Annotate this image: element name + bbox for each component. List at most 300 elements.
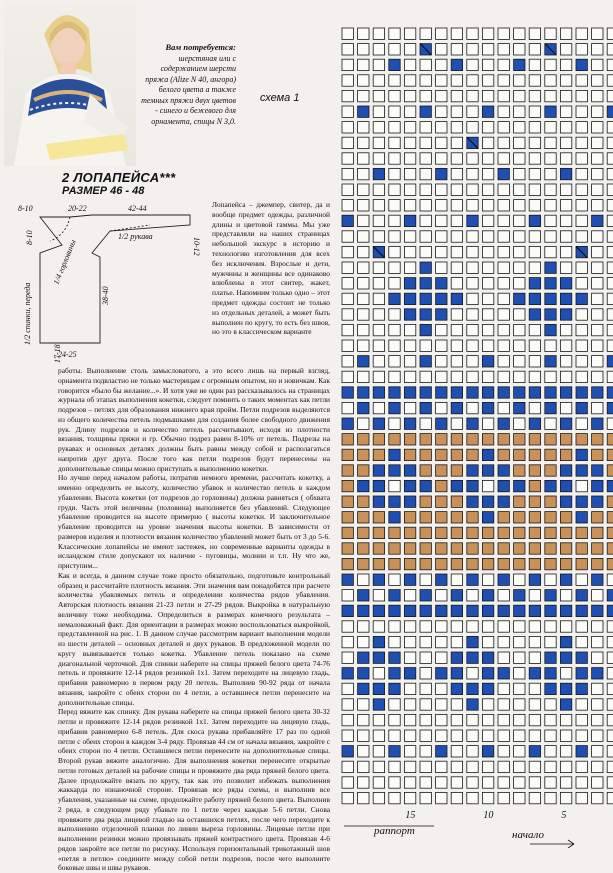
chart-cell xyxy=(436,324,447,335)
chart-cell xyxy=(467,714,478,725)
chart-cell xyxy=(576,153,587,164)
chart-cell xyxy=(451,122,462,133)
chart-cell xyxy=(576,699,587,710)
chart-cell xyxy=(607,106,613,117)
chart-cell xyxy=(420,465,431,476)
chart-cell xyxy=(607,527,613,538)
chart-cell xyxy=(482,371,493,382)
chart-cell xyxy=(529,605,540,616)
chart-cell xyxy=(607,574,613,585)
chart-cell xyxy=(467,59,478,70)
chart-cell xyxy=(560,527,571,538)
chart-cell xyxy=(389,168,400,179)
chart-cell xyxy=(607,683,613,694)
chart-cell xyxy=(451,636,462,647)
chart-cell xyxy=(514,480,525,491)
chart-cell xyxy=(373,28,384,39)
chart-cell xyxy=(576,200,587,211)
chart-cell xyxy=(482,309,493,320)
chart-cell xyxy=(404,792,415,803)
chart-cell xyxy=(420,59,431,70)
chart-cell xyxy=(358,215,369,226)
chart-cell xyxy=(498,59,509,70)
chart-cell xyxy=(560,512,571,523)
chart-cell xyxy=(342,636,353,647)
chart-cell xyxy=(451,278,462,289)
chart-cell xyxy=(592,683,603,694)
chart-cell xyxy=(389,512,400,523)
chart-cell xyxy=(373,340,384,351)
chart-cell xyxy=(592,777,603,788)
chart-cell xyxy=(482,527,493,538)
chart-cell xyxy=(467,90,478,101)
chart-cell xyxy=(467,262,478,273)
chart-cell xyxy=(592,231,603,242)
chart-cell xyxy=(482,75,493,86)
pattern-label: 1/2 рукава xyxy=(118,232,153,241)
chart-cell xyxy=(358,746,369,757)
chart-cell xyxy=(545,465,556,476)
chart-cell xyxy=(451,168,462,179)
chart-cell xyxy=(467,106,478,117)
chart-cell xyxy=(389,777,400,788)
chart-cell xyxy=(436,714,447,725)
chart-cell xyxy=(358,683,369,694)
chart-cell xyxy=(482,44,493,55)
chart-cell xyxy=(529,387,540,398)
chart-cell xyxy=(592,418,603,429)
chart-cell xyxy=(607,777,613,788)
chart-cell xyxy=(467,730,478,741)
pattern-label: 17-18 xyxy=(53,344,62,363)
chart-cell xyxy=(389,449,400,460)
chart-cell xyxy=(482,418,493,429)
chart-cell xyxy=(529,293,540,304)
chart-cell xyxy=(389,324,400,335)
chart-cell xyxy=(560,387,571,398)
chart-cell xyxy=(373,309,384,320)
chart-cell xyxy=(404,527,415,538)
chart-cell xyxy=(342,262,353,273)
chart-cell xyxy=(560,480,571,491)
column-ticks xyxy=(405,810,613,821)
chart-cell xyxy=(545,527,556,538)
chart-cell xyxy=(420,106,431,117)
chart-cell xyxy=(389,340,400,351)
chart-cell xyxy=(482,184,493,195)
chart-cell xyxy=(529,59,540,70)
chart-cell xyxy=(482,153,493,164)
chart-cell xyxy=(560,792,571,803)
chart-cell xyxy=(545,168,556,179)
chart-cell xyxy=(389,480,400,491)
chart-cell xyxy=(576,231,587,242)
chart-cell xyxy=(498,683,509,694)
start-label: начало xyxy=(512,829,544,841)
chart-cell xyxy=(342,293,353,304)
chart-cell xyxy=(576,356,587,367)
pattern-label: 1/2 спинки, переда xyxy=(23,282,32,345)
chart-cell xyxy=(420,621,431,632)
chart-cell xyxy=(592,668,603,679)
chart-cell xyxy=(545,777,556,788)
chart-cell xyxy=(529,309,540,320)
chart-cell xyxy=(529,200,540,211)
chart-cell xyxy=(467,356,478,367)
materials-note xyxy=(138,42,236,127)
chart-cell xyxy=(607,668,613,679)
chart-cell xyxy=(358,356,369,367)
pattern-label: 24-25 xyxy=(58,350,77,359)
chart-cell xyxy=(607,309,613,320)
chart-cell xyxy=(404,153,415,164)
chart-cell xyxy=(576,668,587,679)
chart-cell xyxy=(373,59,384,70)
chart-cell xyxy=(576,309,587,320)
chart-cell xyxy=(467,44,478,55)
chart-cell xyxy=(607,75,613,86)
chart-cell xyxy=(436,730,447,741)
chart-cell xyxy=(560,340,571,351)
chart-cell xyxy=(451,44,462,55)
chart-cell xyxy=(451,356,462,367)
chart-cell xyxy=(373,496,384,507)
pattern-label: 8-10 xyxy=(25,230,34,245)
chart-cell xyxy=(420,168,431,179)
chart-cell xyxy=(436,574,447,585)
chart-cell xyxy=(576,293,587,304)
chart-cell xyxy=(373,683,384,694)
chart-cell xyxy=(451,340,462,351)
chart-cell xyxy=(529,652,540,663)
chart-cell xyxy=(514,278,525,289)
chart-cell xyxy=(420,449,431,460)
chart-cell xyxy=(373,324,384,335)
chart-cell xyxy=(560,168,571,179)
chart-cell xyxy=(545,449,556,460)
chart-cell xyxy=(576,621,587,632)
chart-cell xyxy=(436,387,447,398)
chart-cell xyxy=(607,215,613,226)
chart-cell xyxy=(592,558,603,569)
chart-cell xyxy=(358,792,369,803)
chart-cell xyxy=(498,371,509,382)
chart-cell xyxy=(373,714,384,725)
chart-cell xyxy=(436,449,447,460)
chart-cell xyxy=(498,636,509,647)
chart-cell xyxy=(404,231,415,242)
chart-cell xyxy=(451,746,462,757)
chart-cell xyxy=(451,605,462,616)
chart-cell xyxy=(404,761,415,772)
chart-cell xyxy=(342,699,353,710)
chart-cell xyxy=(576,683,587,694)
chart-cell xyxy=(607,137,613,148)
chart-cell xyxy=(373,356,384,367)
chart-cell xyxy=(451,59,462,70)
chart-cell xyxy=(420,434,431,445)
chart-cell xyxy=(420,387,431,398)
chart-cell xyxy=(560,278,571,289)
chart-cell xyxy=(389,418,400,429)
chart-cell xyxy=(451,184,462,195)
chart-cell xyxy=(451,590,462,601)
chart-cell xyxy=(404,340,415,351)
chart-cell xyxy=(451,402,462,413)
chart-cell xyxy=(607,761,613,772)
chart-cell xyxy=(482,699,493,710)
chart-cell xyxy=(436,761,447,772)
chart-cell xyxy=(358,512,369,523)
chart-cell xyxy=(404,449,415,460)
chart-cell xyxy=(404,59,415,70)
chart-cell xyxy=(342,512,353,523)
chart-cell xyxy=(514,714,525,725)
chart-cell xyxy=(560,324,571,335)
chart-cell xyxy=(358,28,369,39)
chart-cell xyxy=(373,371,384,382)
chart-cell xyxy=(358,527,369,538)
chart-cell xyxy=(498,480,509,491)
chart-cell xyxy=(576,792,587,803)
start-arrow xyxy=(530,840,574,848)
chart-cell xyxy=(592,792,603,803)
chart-cell xyxy=(560,356,571,367)
chart-cell xyxy=(529,699,540,710)
chart-cell xyxy=(514,309,525,320)
chart-cell xyxy=(342,168,353,179)
rapport-label: раппорт xyxy=(374,825,415,837)
chart-cell xyxy=(514,527,525,538)
chart-cell xyxy=(514,543,525,554)
chart-cell xyxy=(389,730,400,741)
chart-cell xyxy=(592,28,603,39)
chart-cell xyxy=(467,293,478,304)
chart-cell xyxy=(342,387,353,398)
chart-cell xyxy=(467,246,478,257)
chart-cell xyxy=(514,356,525,367)
chart-cell xyxy=(467,480,478,491)
chart-cell xyxy=(514,434,525,445)
chart-cell xyxy=(389,215,400,226)
chart-cell xyxy=(529,340,540,351)
chart-cell xyxy=(373,168,384,179)
chart-cell xyxy=(545,730,556,741)
chart-cell xyxy=(451,527,462,538)
chart-cell xyxy=(373,558,384,569)
chart-cell xyxy=(389,465,400,476)
chart-cell xyxy=(545,122,556,133)
chart-cell xyxy=(560,746,571,757)
chart-cell xyxy=(358,543,369,554)
chart-cell xyxy=(451,262,462,273)
chart-cell xyxy=(560,496,571,507)
chart-cell xyxy=(576,714,587,725)
chart-cell xyxy=(436,340,447,351)
chart-cell xyxy=(514,28,525,39)
chart-cell xyxy=(389,746,400,757)
chart-cell xyxy=(420,543,431,554)
pattern-label: 10-12 xyxy=(192,237,201,256)
chart-cell xyxy=(373,75,384,86)
chart-cell xyxy=(592,449,603,460)
chart-cell xyxy=(607,792,613,803)
chart-cell xyxy=(607,480,613,491)
chart-cell xyxy=(389,137,400,148)
chart-cell xyxy=(514,652,525,663)
chart-cell xyxy=(389,387,400,398)
chart-cell xyxy=(576,480,587,491)
chart-cell xyxy=(342,465,353,476)
chart-cell xyxy=(514,184,525,195)
chart-cell xyxy=(498,574,509,585)
chart-cell xyxy=(514,75,525,86)
chart-cell xyxy=(498,777,509,788)
chart-cell xyxy=(560,106,571,117)
chart-cell xyxy=(482,636,493,647)
chart-cell xyxy=(467,683,478,694)
pattern-label: 38-40 xyxy=(101,286,110,305)
chart-cell xyxy=(607,496,613,507)
chart-cell xyxy=(560,28,571,39)
chart-cell xyxy=(592,590,603,601)
chart-cell xyxy=(420,558,431,569)
chart-cell xyxy=(545,761,556,772)
chart-cell xyxy=(436,153,447,164)
chart-cell xyxy=(420,371,431,382)
chart-cell xyxy=(451,434,462,445)
chart-cell xyxy=(576,106,587,117)
chart-cell xyxy=(451,387,462,398)
chart-cell xyxy=(420,605,431,616)
materials-heading: Вам потребуется: xyxy=(165,42,236,52)
chart-cell xyxy=(404,574,415,585)
chart-cell xyxy=(514,683,525,694)
chart-cell xyxy=(482,590,493,601)
chart-cell xyxy=(592,527,603,538)
chart-cell xyxy=(436,262,447,273)
chart-cell xyxy=(436,278,447,289)
chart-cell xyxy=(560,44,571,55)
chart-cell xyxy=(420,746,431,757)
chart-cell xyxy=(592,200,603,211)
chart-cell xyxy=(592,699,603,710)
chart-cell xyxy=(482,324,493,335)
chart-cell xyxy=(607,356,613,367)
chart-cell xyxy=(436,402,447,413)
chart-cell xyxy=(529,75,540,86)
chart-cell xyxy=(389,262,400,273)
chart-cell xyxy=(420,418,431,429)
chart-cell xyxy=(592,278,603,289)
chart-cell xyxy=(373,434,384,445)
body-paragraph: Перед вяжите как спинку. Для рукава наберите на спицы пряжей белого цвета 30-32 петли и провяжите 12-14 рядов резинкой 1х1. Затем переходите на лицевую гладь, прибавив равномерно 6-8 петель. Для скоса рукава прибавляйте 17 раз по одной петле с обеих сторон в каждом 3-4 ряду. Провязав 44 см от начала вязания, закройте с обеих сторон по 4 петли. Оставшиеся петли перенесите на дополнительные спицы. Второй рукав вяжите аналогично. Для выполнения кокетки перенесите открытые петли готовых деталей на рабочие спицы и провяжите два ряда пряжей белого цвета. Далее продолжайте вязать по кругу, так как это позволит избежать выполнения жаккарда по изнаночной стороне. Провязав все ряды схемы, и выполнив все убавления, указанные на схеме, продолжайте работу пряжей белого цвета. Выполнив 2 ряда, в следующем ряду убавьте по 1 петле через каждые 5-6 петли. Снова провяжите два ряда лицевой гладью на оставшихся петлях, после чего переходите к выполнению отделочной планки по линии выреза горловины. Лицевые петли при выполнении резинки можно провязывать пряжей контрастного цвета. Провязав 4-6 рядов закройте все петли по рисунку. Используя горизонтальный трикотажный шов «петля в петлю» соедините между собой петли подрезов, после чего выполните боковые швы и швы рукавов. xyxy=(58,707,330,873)
chart-cell xyxy=(498,652,509,663)
chart-cell xyxy=(498,262,509,273)
chart-cell xyxy=(389,792,400,803)
chart-cell xyxy=(358,106,369,117)
chart-cell xyxy=(576,574,587,585)
chart-cell xyxy=(592,434,603,445)
chart-cell xyxy=(342,480,353,491)
chart-cell xyxy=(373,137,384,148)
chart-cell xyxy=(482,340,493,351)
chart-cell xyxy=(545,496,556,507)
chart-cell xyxy=(467,402,478,413)
chart-cell xyxy=(358,496,369,507)
chart-cell xyxy=(342,122,353,133)
chart-cell xyxy=(389,496,400,507)
chart-cell xyxy=(467,543,478,554)
chart-cell xyxy=(576,465,587,476)
chart-cell xyxy=(576,746,587,757)
chart-cell xyxy=(404,496,415,507)
chart-cell xyxy=(514,215,525,226)
chart-cell xyxy=(592,90,603,101)
chart-cell xyxy=(545,668,556,679)
chart-cell xyxy=(342,324,353,335)
chart-cell xyxy=(358,371,369,382)
chart-cell xyxy=(436,137,447,148)
chart-cell xyxy=(498,714,509,725)
chart-cell xyxy=(451,761,462,772)
chart-cell xyxy=(607,543,613,554)
chart-cell xyxy=(545,59,556,70)
chart-cell xyxy=(514,746,525,757)
chart-cell xyxy=(404,44,415,55)
chart-cell xyxy=(451,153,462,164)
chart-cell xyxy=(607,402,613,413)
chart-cell xyxy=(436,496,447,507)
chart-cell xyxy=(545,480,556,491)
chart-cell xyxy=(560,402,571,413)
chart-cell xyxy=(404,480,415,491)
chart-cell xyxy=(389,106,400,117)
chart-cell xyxy=(545,278,556,289)
chart-cell xyxy=(358,434,369,445)
chart-cell xyxy=(592,59,603,70)
chart-cell xyxy=(358,714,369,725)
chart-cell xyxy=(404,418,415,429)
chart-cell xyxy=(482,714,493,725)
chart-cell xyxy=(560,621,571,632)
chart-cell xyxy=(592,387,603,398)
chart-cell xyxy=(358,558,369,569)
chart-cell xyxy=(482,480,493,491)
chart-cell xyxy=(404,590,415,601)
chart-cell xyxy=(576,449,587,460)
chart-cell xyxy=(451,200,462,211)
chart-cell xyxy=(373,543,384,554)
chart-cell xyxy=(529,761,540,772)
chart-cell xyxy=(358,231,369,242)
chart-cell xyxy=(545,309,556,320)
chart-cell xyxy=(514,262,525,273)
chart-cell xyxy=(607,90,613,101)
chart-cell xyxy=(482,168,493,179)
chart-cell xyxy=(373,605,384,616)
chart-cell xyxy=(436,465,447,476)
chart-cell xyxy=(389,668,400,679)
chart-cell xyxy=(560,231,571,242)
chart-cell xyxy=(404,714,415,725)
chart-cell xyxy=(420,231,431,242)
chart-cell xyxy=(467,527,478,538)
chart-cell xyxy=(467,636,478,647)
chart-cell xyxy=(420,28,431,39)
chart-cell xyxy=(576,90,587,101)
chart-cell xyxy=(467,200,478,211)
